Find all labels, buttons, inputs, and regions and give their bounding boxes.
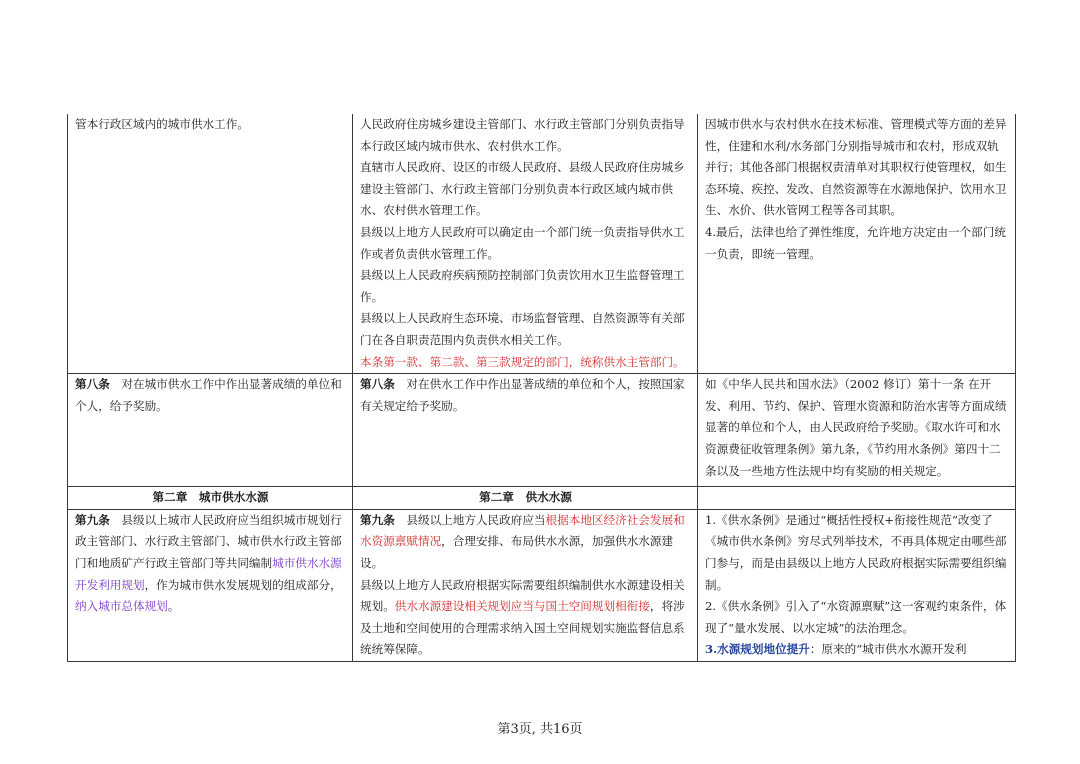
article-text: 县级以上地方人民政府应当 [394, 512, 546, 527]
table-row [68, 374, 1016, 487]
highlighted-text: 城市供水水源开发利用规划 [75, 555, 342, 592]
article-text: 。 [167, 599, 180, 614]
cell-old-regulation [68, 374, 353, 487]
text-paragraph: 直辖市人民政府、设区的市级人民政府、县级人民政府住房城乡建设主管部门、水行政主管部门分别负责本行政区域内城市供水、农村供水管理工作。 [360, 160, 685, 218]
text-paragraph: ：原来的“城市供水水源开发利 [809, 642, 967, 657]
chapter-row [68, 487, 1016, 510]
chapter-heading: 第二章 供水水源 [353, 487, 698, 510]
comparison-table [67, 114, 1016, 662]
text-paragraph: 1.《供水条例》是通过“概括性授权+衔接性规范”改变了《城市供水条例》穷尽式列举技术，不再具体规定由哪些部门参与，而是由县级以上地方人民政府根据实际需要组织编制。 [705, 512, 1007, 592]
cell-commentary [698, 114, 1016, 374]
text-paragraph: 县级以上地方人民政府可以确定由一个部门统一负责指导供水工作或者负责供水管理工作。 [360, 224, 685, 261]
table-row [68, 509, 1016, 661]
article-text: 对在城市供水工作中作出显著成绩的单位和个人，给予奖励。 [75, 377, 342, 413]
article-text: 对在供水工作中作出显著成绩的单位和个人，按照国家有关规定给予奖励。 [360, 377, 685, 413]
text-paragraph: 管本行政区域内的城市供水工作。 [75, 117, 249, 131]
article-text: 县级以上地方人民政府根据实际需要组织编制供水水源建设相关规划。 [360, 577, 685, 614]
chapter-heading-empty [698, 487, 1016, 510]
article-text: ，合理安排、布局供水水源，加强供水水源建设。 [360, 534, 674, 570]
article-text: 县级以上城市人民政府应当组织城市规划行政主管部门、水行政主管部门、城市供水行政主管部门和地质矿产行政主管部门等共同编制 [75, 512, 342, 570]
page-footer: 第3页, 共16页 [497, 722, 583, 737]
text-paragraph: 2.《供水条例》引入了“水资源禀赋”这一客观约束条件，体现了“量水发展、以水定城”的法治理念。 [705, 599, 1007, 635]
highlighted-text: 纳入城市总体规划 [75, 599, 168, 614]
cell-commentary [698, 374, 1016, 487]
table-row [68, 114, 1016, 374]
text-paragraph: 4.最后，法律也给了弹性维度，允许地方决定由一个部门统一负责，即统一管理。 [705, 224, 1006, 261]
cell-old-regulation [68, 509, 353, 661]
article-number: 第八条 [75, 377, 110, 392]
cell-new-regulation [353, 114, 698, 374]
article-number: 第九条 [360, 512, 395, 527]
highlighted-text: 3.水源规划地位提升 [705, 642, 810, 657]
article-number: 第八条 [360, 377, 395, 392]
highlighted-text: 本条第一款、第二款、第三款规定的部门，统称供水主管部门。 [360, 354, 685, 369]
text-paragraph: 县级以上人民政府疾病预防控制部门负责饮用水卫生监督管理工作。 [360, 268, 685, 304]
text-paragraph: 如《中华人民共和国水法》（2002 修订）第十一条 在开发、利用、节约、保护、管理水资源和防治水害等方面成绩显著的单位和个人，由人民政府给予奖励。《取水许可和水资源费征收管理条例》第九条，《节约用水条例》第四十二条以及一些地方性法规中均有奖励的相关规定。 [705, 377, 1007, 478]
text-paragraph: 县级以上人民政府生态环境、市场监督管理、自然资源等有关部门在各自职责范围内负责供水相关工作。 [360, 311, 685, 347]
text-paragraph: 因城市供水与农村供水在技术标准、管理模式等方面的差异性，住建和水利/水务部门分别指导城市和农村，形成双轨并行；其他各部门根据权责清单对其职权行使管理权，如生态环境、疾控、发改、自然资源等在水源地保护、饮用水卫生、水价、供水管网工程等各司其职。 [705, 117, 1007, 218]
article-text: ，作为城市供水发展规划的组成部分， [144, 577, 342, 592]
article-text: ，将涉及土地和空间使用的合理需求纳入国土空间规划实施监督信息系统统筹保障。 [360, 599, 685, 657]
cell-new-regulation [353, 374, 698, 487]
chapter-heading: 第二章 城市供水水源 [68, 487, 353, 510]
highlighted-text: 供水水源建设相关规划应当与国土空间规划相衔接 [394, 599, 650, 614]
cell-commentary [698, 509, 1016, 661]
article-number: 第九条 [75, 512, 110, 527]
text-paragraph: 人民政府住房城乡建设主管部门、水行政主管部门分别负责指导本行政区域内城市供水、农村供水工作。 [360, 117, 685, 153]
cell-new-regulation [353, 509, 698, 661]
highlighted-text: 根据本地区经济社会发展和水资源禀赋情况 [360, 512, 685, 549]
cell-old-regulation [68, 114, 353, 374]
